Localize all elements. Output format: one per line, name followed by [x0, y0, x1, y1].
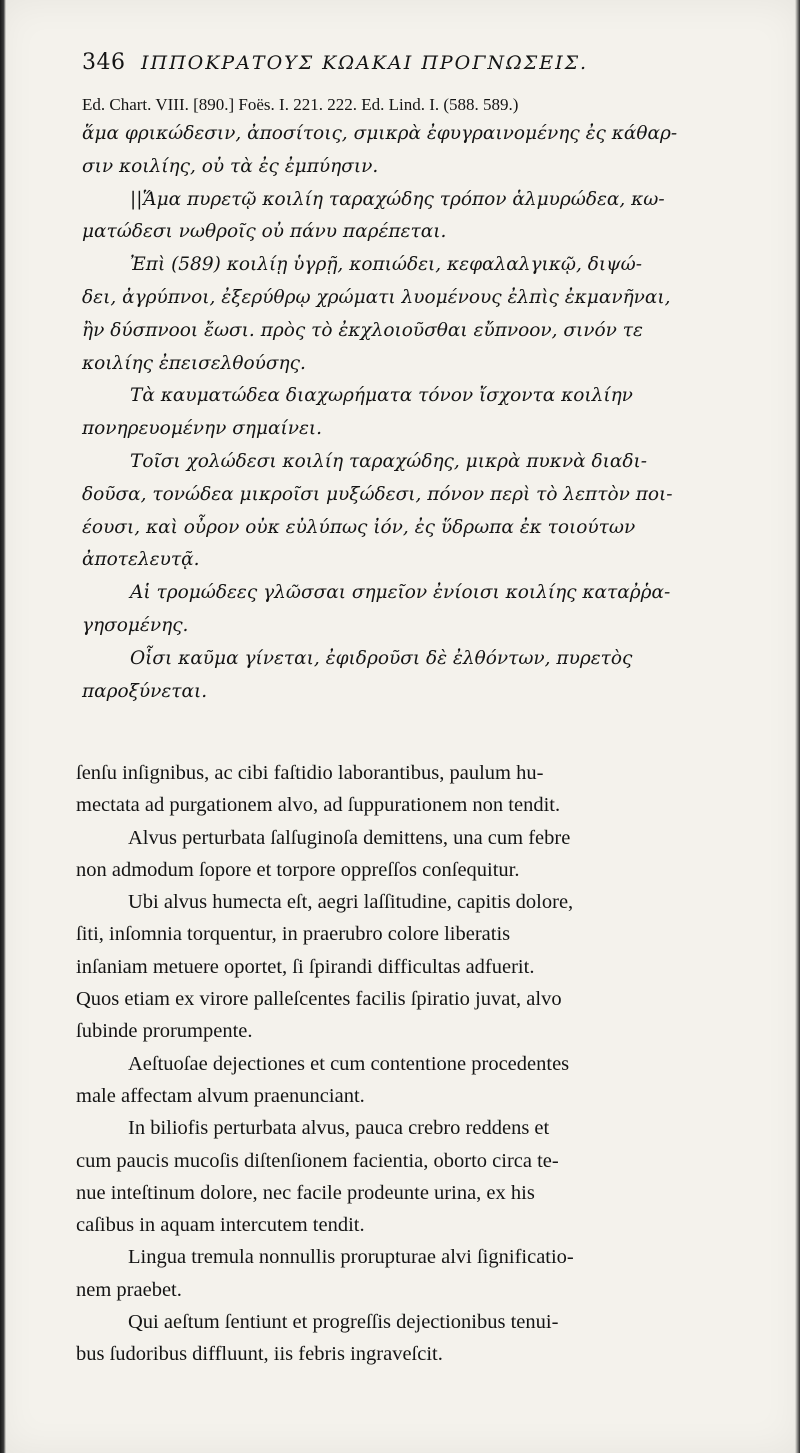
- latin-line: bus ſudoribus diffluunt, iis febris ingraveſcit.: [76, 1343, 443, 1366]
- latin-line: mectata ad purgationem alvo, ad ſuppurationem non tendit.: [76, 794, 561, 817]
- latin-line: Lingua tremula nonnullis prorupturae alvi ſignificatio-: [128, 1246, 574, 1269]
- running-head: [82, 50, 768, 75]
- page-shadow-left: [0, 0, 6, 1453]
- latin-line: ſiti, inſomnia torquentur, in praerubro colore liberatis: [76, 923, 511, 946]
- edition-reference: Ed. Chart. VIII. [890.] Foës. I. 221. 222. Ed. Lind. I. (588. 589.): [82, 95, 519, 114]
- greek-line: έουσι, καὶ οὖρον οὐκ εὐλύπως ἰόν, ἐς ὕδρωπα ἐκ τοιούτων: [82, 516, 636, 538]
- greek-line: Τὰ καυματώδεα διαχωρήματα τόνον ἴσχοντα κοιλίην: [130, 385, 633, 407]
- page-shadow-right: [795, 0, 800, 1453]
- latin-line: Aeſtuoſae dejectiones et cum contentione procedentes: [128, 1052, 570, 1075]
- greek-line: ἢν δύσπνοοι ἔωσι. πρὸς τὸ ἐκχλοιοῦσθαι εὔπνοον, σινόν τε: [82, 319, 643, 341]
- latin-line: nem praebet.: [76, 1278, 182, 1301]
- page-number: 346: [82, 50, 126, 75]
- greek-line: ματώδεσι νωθροῖς οὐ πάνυ παρέπεται.: [82, 221, 447, 243]
- greek-line: ἀποτελευτᾷ.: [82, 549, 200, 571]
- latin-line: Qui aeſtum ſentiunt et progreſſis dejectionibus tenui-: [128, 1311, 559, 1334]
- greek-line: κοιλίης ἐπεισελθούσης.: [82, 352, 306, 374]
- greek-line: ἅμα φρικώδεσιν, ἀποσίτοις, σμικρὰ ἐφυγραινομένης ἐς κάθαρ-: [82, 123, 678, 144]
- latin-line: caſibus in aquam intercutem tendit.: [76, 1214, 365, 1237]
- greek-line: Τοῖσι χολώδεσι κοιλίη ταραχώδης, μικρὰ πυκνὰ διαδι-: [130, 450, 648, 472]
- latin-text: [76, 757, 768, 1371]
- latin-line: inſaniam metuere oportet, ſi ſpirandi difficultas adfuerit.: [76, 955, 535, 978]
- latin-line: cum paucis mucoſis diſtenſionem facientia, oborto circa te-: [76, 1149, 559, 1172]
- latin-line: Alvus perturbata ſalſuginoſa demittens, una cum febre: [128, 826, 571, 849]
- greek-line: δοῦσα, τονώδεα μικροῖσι μυξώδεσι, πόνον περὶ τὸ λεπτὸν ποι-: [82, 483, 673, 505]
- latin-line: ſenſu inſignibus, ac cibi faſtidio laborantibus, paulum hu-: [76, 762, 544, 784]
- latin-line: non admodum ſopore et torpore oppreſſos conſequitur.: [76, 858, 520, 881]
- greek-line: Αἱ τρομώδεες γλῶσσαι σημεῖον ἐνίοισι κοιλίης καταῤῥα-: [130, 582, 671, 604]
- greek-line: ||Ἅμα πυρετῷ κοιλίη ταραχώδης τρόπον ἁλμυρώδεα, κω-: [130, 188, 665, 210]
- greek-line: γησομένης.: [82, 614, 189, 636]
- latin-line: In biliofis perturbata alvus, pauca crebro reddens et: [128, 1117, 550, 1140]
- latin-line: nue inteſtinum dolore, nec facile prodeunte urina, ex his: [76, 1181, 535, 1204]
- running-title: ΙΠΠΟΚΡΑΤΟΥΣ ΚΩΑΚΑΙ ΠΡΟΓΝΩΣΕΙΣ.: [141, 52, 589, 74]
- latin-line: Quos etiam ex virore palleſcentes facilis ſpiratio juvat, alvo: [76, 988, 562, 1011]
- greek-line: Οἷσι καῦμα γίνεται, ἐφιδροῦσι δὲ ἐλθόντων, πυρετὸς: [130, 647, 633, 669]
- greek-line: πονηρευομένην σημαίνει.: [82, 418, 323, 440]
- greek-line: σιν κοιλίης, οὐ τὰ ἐς ἐμπύησιν.: [82, 155, 379, 177]
- latin-line: ſubinde prorumpente.: [76, 1020, 253, 1043]
- latin-line: male affectam alvum praenunciant.: [76, 1084, 365, 1107]
- greek-line: Ἐπὶ (589) κοιλίῃ ὑγρῇ, κοπιώδει, κεφαλαλγικῷ, διψώ-: [130, 254, 643, 276]
- latin-line: Ubi alvus humecta eſt, aegri laſſitudine, capitis dolore,: [128, 891, 574, 914]
- greek-line: παροξύνεται.: [82, 680, 208, 702]
- greek-line: δει, ἀγρύπνοι, ἐξερύθρῳ χρώματι λυομένους ἐλπὶς ἐκμανῆναι,: [82, 286, 671, 308]
- greek-text: [82, 118, 762, 708]
